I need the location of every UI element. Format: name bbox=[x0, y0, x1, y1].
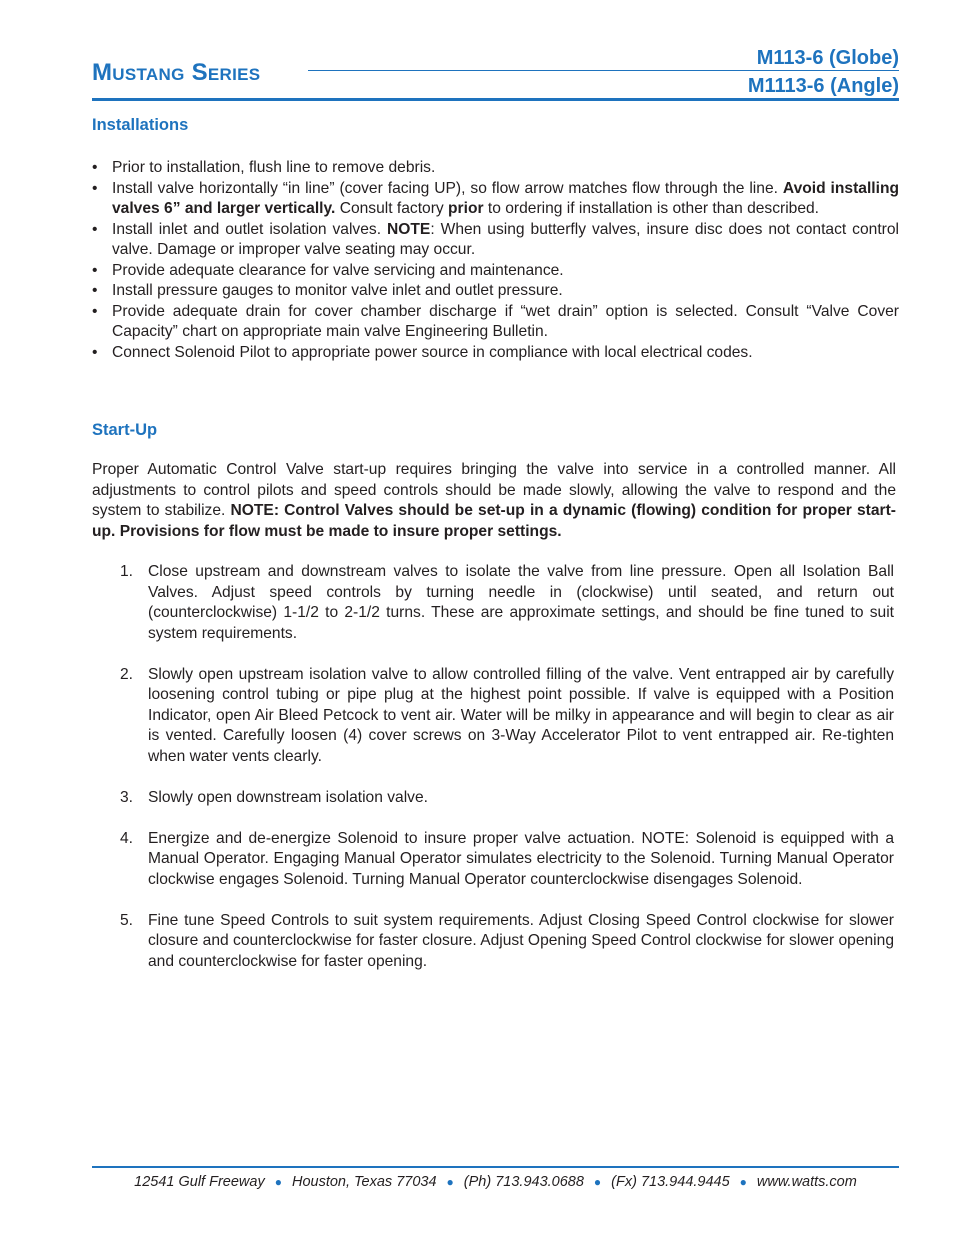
step-number: 5. bbox=[120, 911, 134, 929]
bullet-icon: • bbox=[92, 159, 98, 176]
startup-step bbox=[92, 665, 894, 768]
intro-note: NOTE: Control Valves should be set-up in a dynamic (flowing) condition for proper start-up. Provisions for flow must be made to insure proper settings. bbox=[92, 502, 896, 540]
emphasis-text: NOTE bbox=[386, 220, 431, 238]
bullet-icon: • bbox=[92, 179, 98, 197]
item-text: Connect Solenoid Pilot to appropriate power source in compliance with local electrical codes. bbox=[112, 343, 753, 361]
installation-item bbox=[92, 343, 899, 364]
bullet-icon: • bbox=[92, 282, 98, 299]
intro-text: Proper Automatic Control Valve start-up requires bringing the valve into service in a controlled manner. All adjustments to control pilots and speed controls should be made slowly, allowing the valve to respond and the system to stabilize. bbox=[92, 461, 896, 519]
item-text: Prior to installation, flush line to remove debris. bbox=[112, 159, 436, 176]
startup-steps bbox=[92, 562, 894, 972]
startup-step bbox=[92, 911, 894, 973]
startup-heading: Start-Up bbox=[92, 421, 158, 439]
installation-item bbox=[92, 158, 899, 179]
step-number: 3. bbox=[120, 788, 134, 806]
item-text: Provide adequate clearance for valve servicing and maintenance. bbox=[112, 261, 564, 279]
item-text: Install inlet and outlet isolation valves. bbox=[112, 220, 387, 238]
startup-step bbox=[92, 788, 894, 809]
step-text: Close upstream and downstream valves to isolate the valve from line pressure. Open all Isolation Ball Valves. Adjust speed controls by turning needle in (clockwise) until seated, and return out (counterclockwise) 1-1/2 to 2-1/2 turns. These are approximate settings, and should be fine tuned to suit system requirements. bbox=[148, 563, 894, 642]
step-text: Slowly open downstream isolation valve. bbox=[148, 788, 428, 806]
separator-dot: ● bbox=[446, 1175, 454, 1189]
separator-dot: ● bbox=[739, 1175, 747, 1189]
bullet-icon: • bbox=[92, 261, 98, 279]
bullet-icon: • bbox=[92, 343, 98, 361]
bullet-icon: • bbox=[92, 220, 98, 238]
footer-address: 12541 Gulf Freeway bbox=[134, 1174, 265, 1190]
separator-dot: ● bbox=[593, 1175, 602, 1189]
footer-website[interactable]: www.watts.com bbox=[756, 1174, 857, 1190]
installations-heading: Installations bbox=[92, 116, 189, 134]
step-text: Energize and de-energize Solenoid to insure proper valve actuation. NOTE: Solenoid is equipped with a Manual Operator. Engaging Manual Operator simulates electricity to the Solenoid. Turning Manual Operator clockwise engages Solenoid. Turning Manual Operator counterclockwise disengages Solenoid. bbox=[148, 829, 894, 888]
step-number: 1. bbox=[120, 563, 134, 580]
item-text: Consult factory bbox=[335, 200, 449, 217]
emphasis-text: prior bbox=[448, 200, 484, 217]
footer-fax: (Fx) 713.944.9445 bbox=[611, 1174, 730, 1190]
item-text: to ordering if installation is other than described. bbox=[483, 200, 820, 217]
installation-item bbox=[92, 179, 899, 220]
installation-item bbox=[92, 281, 899, 302]
footer-city: Houston, Texas 77034 bbox=[291, 1174, 437, 1190]
emphasis-text: Avoid installing valves 6” and larger vertically. bbox=[112, 179, 900, 217]
page-content bbox=[92, 114, 899, 993]
installation-item bbox=[92, 220, 899, 261]
footer-phone: (Ph) 713.943.0688 bbox=[463, 1174, 584, 1190]
item-text: Install pressure gauges to monitor valve inlet and outlet pressure. bbox=[112, 282, 563, 299]
footer-rule bbox=[92, 1166, 899, 1168]
installations-list bbox=[92, 158, 899, 363]
item-text: Provide adequate drain for cover chamber discharge if “wet drain” option is selected. Consult “Valve Cover Capacity” chart on appropriate main valve Engineering Bulletin. bbox=[112, 302, 899, 340]
step-text: Fine tune Speed Controls to suit system requirements. Adjust Closing Speed Control clockwise for slower closure and counterclockwise for faster closure. Adjust Opening Speed Control clockwise for slower opening and counterclockwise for faster opening. bbox=[148, 911, 894, 970]
footer bbox=[92, 1172, 899, 1192]
model-globe: M113-6 (Globe) bbox=[756, 47, 899, 69]
item-text: : When using butterfly valves, insure disc does not contact control valve. Damage or improper valve seating may occur. bbox=[112, 220, 899, 258]
item-text: Install valve horizontally “in line” (cover facing UP), so flow arrow matches flow through the line. bbox=[112, 179, 783, 197]
bullet-icon: • bbox=[92, 302, 98, 320]
installation-item bbox=[92, 302, 899, 343]
model-angle: M1113-6 (Angle) bbox=[747, 75, 899, 97]
startup-intro bbox=[92, 460, 896, 542]
model-numbers bbox=[748, 44, 899, 100]
separator-dot: ● bbox=[274, 1175, 282, 1189]
startup-step bbox=[92, 562, 894, 644]
step-number: 4. bbox=[120, 829, 134, 847]
step-number: 2. bbox=[120, 665, 134, 683]
startup-step bbox=[92, 829, 894, 891]
header-rule bbox=[92, 98, 899, 101]
step-text: Slowly open upstream isolation valve to allow controlled filling of the valve. Vent entrapped air by carefully loosening control tubing or pipe plug at the highest point possible. If valve is equipped with a Position Indicator, open Air Bleed Petcock to vent air. Water will be milky in appearance and will begin to clear as air is vented. Carefully loosen (4) cover screws on 3-Way Accelerator Pilot to vent entrapped air. Re-tighten when water vents clearly. bbox=[148, 665, 894, 765]
series-title: Mustang Series bbox=[92, 59, 261, 86]
installation-item bbox=[92, 261, 899, 282]
